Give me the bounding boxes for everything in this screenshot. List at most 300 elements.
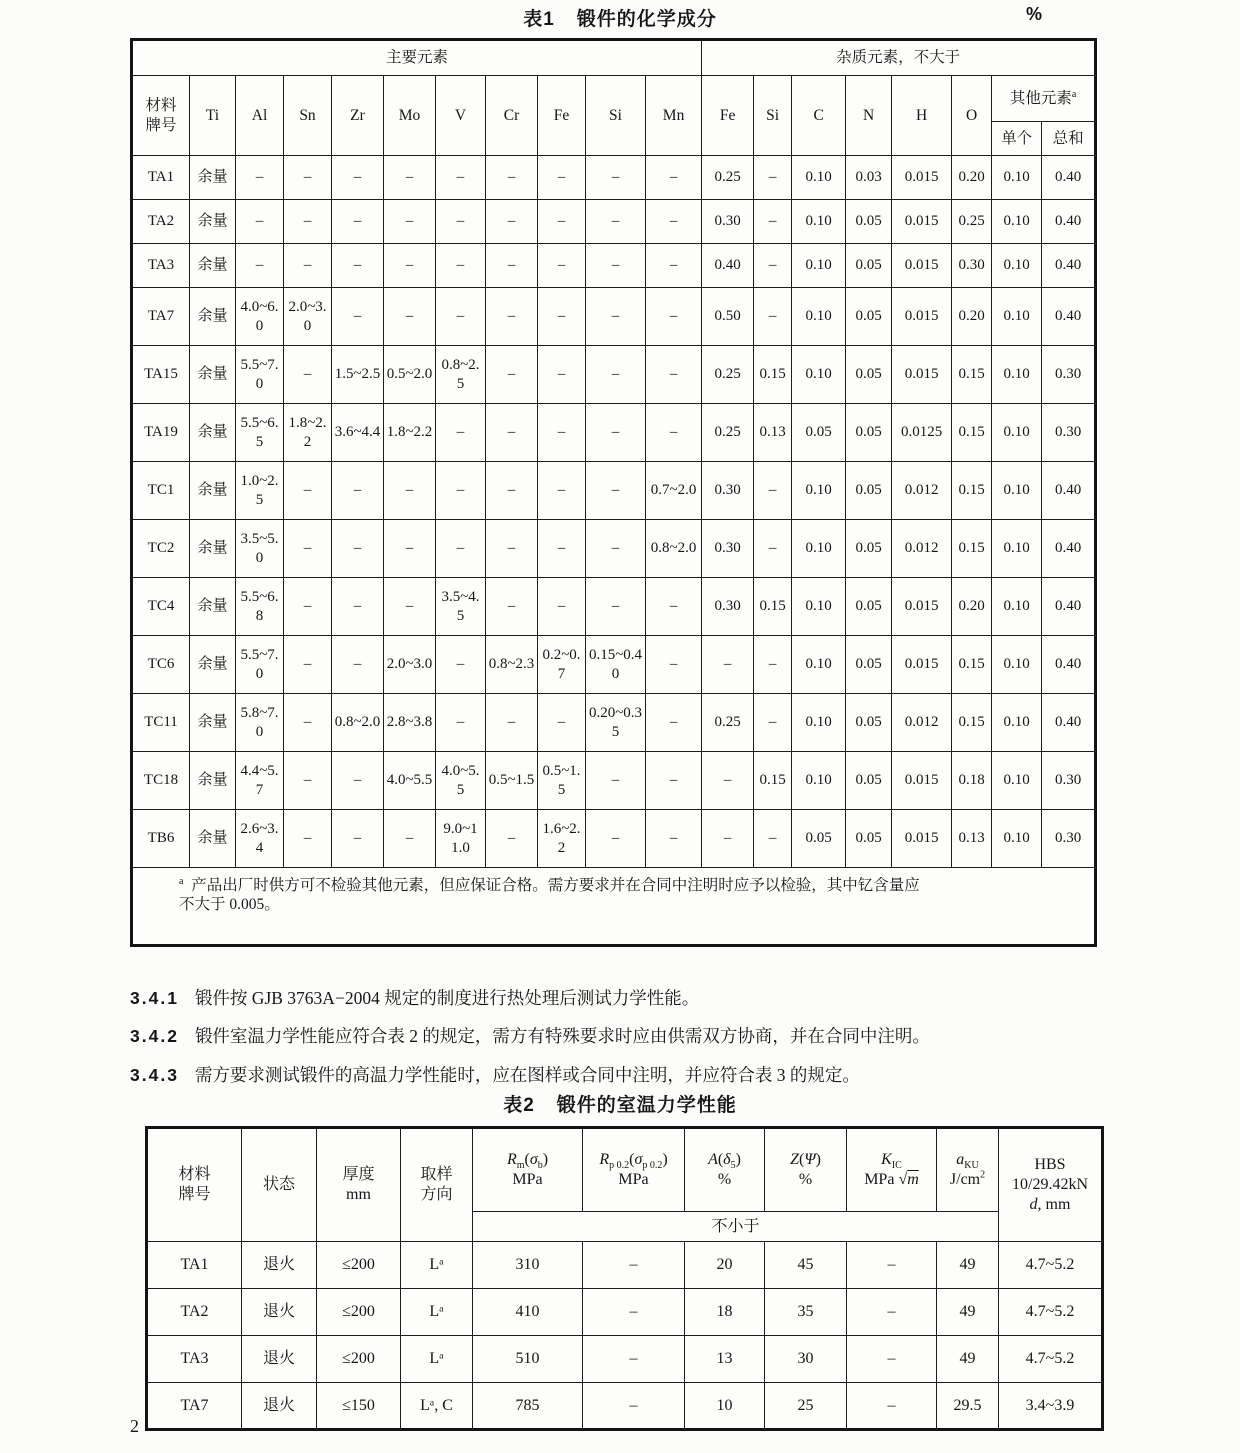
value-cell: 0.015: [892, 636, 952, 694]
value-cell: –: [847, 1242, 937, 1289]
value-cell: 0.25: [702, 156, 754, 200]
value-cell: 0.015: [892, 156, 952, 200]
value-cell: –: [284, 752, 332, 810]
element-column-header-mo: Mo: [384, 76, 436, 156]
value-cell: 退火: [242, 1383, 317, 1430]
value-cell: 0.015: [892, 752, 952, 810]
value-cell: 5.5~7.0: [236, 346, 284, 404]
value-cell: 3.4~3.9: [999, 1383, 1103, 1430]
material-grade-cell: TC4: [132, 578, 190, 636]
value-cell: –: [436, 288, 486, 346]
value-cell: 0.05: [846, 244, 892, 288]
value-cell: –: [284, 462, 332, 520]
value-cell: 0.5~1.5: [538, 752, 586, 810]
value-cell: –: [583, 1383, 685, 1430]
value-cell: 0.40: [702, 244, 754, 288]
material-grade-cell: TA3: [147, 1336, 242, 1383]
table2-room-temperature-properties: [145, 1126, 1104, 1431]
table-row: [132, 752, 1096, 810]
value-cell: 10: [685, 1383, 765, 1430]
value-cell: 2.8~3.8: [384, 694, 436, 752]
value-cell: 0.015: [892, 578, 952, 636]
value-cell: –: [384, 288, 436, 346]
footnote-text-line2: 不大于 0.005。: [179, 896, 280, 914]
value-cell: –: [586, 288, 646, 346]
value-cell: 25: [765, 1383, 847, 1430]
value-cell: 余量: [190, 578, 236, 636]
value-cell: 0.15: [952, 694, 992, 752]
value-cell: 0.10: [992, 200, 1042, 244]
table1-caption: [0, 4, 1240, 31]
value-cell: 0.10: [992, 244, 1042, 288]
value-cell: 0.10: [992, 636, 1042, 694]
value-cell: –: [754, 810, 792, 868]
material-grade-cell: TB6: [132, 810, 190, 868]
value-cell: –: [586, 520, 646, 578]
value-cell: 0.10: [992, 752, 1042, 810]
value-cell: 0.0125: [892, 404, 952, 462]
value-cell: –: [646, 288, 702, 346]
value-cell: –: [754, 636, 792, 694]
value-cell: 49: [937, 1242, 999, 1289]
value-cell: 0.05: [792, 810, 846, 868]
impurity-column-header-o: O: [952, 76, 992, 156]
table-row: [132, 810, 1096, 868]
value-cell: –: [646, 636, 702, 694]
value-cell: 13: [685, 1336, 765, 1383]
value-cell: 3.5~5.0: [236, 520, 284, 578]
value-cell: –: [583, 1242, 685, 1289]
value-cell: 余量: [190, 520, 236, 578]
impact-energy-column-header: $a_{KU}$ $J/cm^2$: [937, 1128, 999, 1212]
value-cell: 0.40: [1042, 520, 1096, 578]
impurity-column-header-n: N: [846, 76, 892, 156]
value-cell: –: [646, 752, 702, 810]
value-cell: 0.40: [1042, 200, 1096, 244]
value-cell: –: [847, 1289, 937, 1336]
value-cell: 0.30: [702, 462, 754, 520]
value-cell: 0.40: [1042, 156, 1096, 200]
value-cell: 20: [685, 1242, 765, 1289]
value-cell: –: [586, 200, 646, 244]
value-cell: 1.6~2.2: [538, 810, 586, 868]
value-cell: –: [586, 810, 646, 868]
value-cell: 余量: [190, 288, 236, 346]
footnote-marker: a: [179, 875, 184, 887]
value-cell: 0.40: [1042, 462, 1096, 520]
value-cell: 余量: [190, 694, 236, 752]
value-cell: 3.5~4.5: [436, 578, 486, 636]
value-cell: –: [646, 244, 702, 288]
value-cell: 余量: [190, 462, 236, 520]
value-cell: 0.05: [846, 636, 892, 694]
impurity-column-header-c: C: [792, 76, 846, 156]
impurity-column-header-si: Si: [754, 76, 792, 156]
value-cell: –: [754, 462, 792, 520]
value-cell: 余量: [190, 404, 236, 462]
material-grade-column-header: 材料 牌号: [132, 76, 190, 156]
value-cell: –: [284, 520, 332, 578]
value-cell: 0.10: [992, 462, 1042, 520]
value-cell: 0.40: [1042, 636, 1096, 694]
value-cell: 0.015: [892, 200, 952, 244]
table2-header-row: [147, 1128, 1103, 1212]
thickness-column-header: 厚度 mm: [317, 1128, 401, 1242]
value-cell: 0.05: [792, 404, 846, 462]
value-cell: –: [332, 244, 384, 288]
value-cell: –: [332, 288, 384, 346]
value-cell: –: [486, 810, 538, 868]
reduction-of-area-column-header: Z(Ψ) %: [765, 1128, 847, 1212]
value-cell: 余量: [190, 752, 236, 810]
value-cell: –: [384, 244, 436, 288]
material-grade-cell: TA19: [132, 404, 190, 462]
value-cell: 0.25: [702, 346, 754, 404]
value-cell: –: [284, 200, 332, 244]
value-cell: –: [646, 404, 702, 462]
table-row: [132, 404, 1096, 462]
value-cell: –: [847, 1383, 937, 1430]
material-grade-cell: TA1: [147, 1242, 242, 1289]
value-cell: –: [436, 462, 486, 520]
material-grade-cell: TC18: [132, 752, 190, 810]
value-cell: 0.012: [892, 462, 952, 520]
value-cell: –: [284, 156, 332, 200]
value-cell: 1.5~2.5: [332, 346, 384, 404]
value-cell: –: [586, 578, 646, 636]
value-cell: –: [583, 1336, 685, 1383]
value-cell: –: [646, 346, 702, 404]
element-column-header-ti: Ti: [190, 76, 236, 156]
clause-text: 需方要求测试锻件的高温力学性能时，应在图样或合同中注明，并应符合表 3 的规定。: [194, 1064, 860, 1085]
element-column-header-al: Al: [236, 76, 284, 156]
value-cell: –: [436, 520, 486, 578]
material-grade-cell: TC11: [132, 694, 190, 752]
value-cell: –: [486, 244, 538, 288]
value-cell: 0.5~2.0: [384, 346, 436, 404]
value-cell: –: [332, 810, 384, 868]
value-cell: 0.20: [952, 156, 992, 200]
element-column-header-si: Si: [586, 76, 646, 156]
value-cell: 4.7~5.2: [999, 1336, 1103, 1383]
value-cell: –: [583, 1289, 685, 1336]
value-cell: –: [236, 200, 284, 244]
value-cell: –: [384, 810, 436, 868]
value-cell: –: [538, 578, 586, 636]
value-cell: –: [702, 752, 754, 810]
value-cell: 0.30: [1042, 346, 1096, 404]
table-row: [132, 520, 1096, 578]
value-cell: 310: [473, 1242, 583, 1289]
value-cell: 0.05: [846, 694, 892, 752]
value-cell: –: [586, 156, 646, 200]
value-cell: –: [384, 156, 436, 200]
value-cell: ≤150: [317, 1383, 401, 1430]
value-cell: –: [486, 462, 538, 520]
value-cell: 0.20: [952, 288, 992, 346]
value-cell: 余量: [190, 156, 236, 200]
value-cell: 0.05: [846, 404, 892, 462]
value-cell: 0.7~2.0: [646, 462, 702, 520]
value-cell: 0.18: [952, 752, 992, 810]
value-cell: 0.10: [992, 694, 1042, 752]
impurity-column-header-fe: Fe: [702, 76, 754, 156]
value-cell: –: [538, 200, 586, 244]
impurity-column-header-h: H: [892, 76, 952, 156]
value-cell: –: [538, 694, 586, 752]
value-cell: 0.25: [952, 200, 992, 244]
value-cell: –: [332, 156, 384, 200]
value-cell: –: [284, 346, 332, 404]
value-cell: –: [586, 752, 646, 810]
value-cell: 0.012: [892, 694, 952, 752]
value-cell: –: [646, 694, 702, 752]
value-cell: 4.4~5.7: [236, 752, 284, 810]
value-cell: 0.8~2.0: [332, 694, 384, 752]
table2-caption-label: 表2: [503, 1095, 535, 1116]
element-column-header-zr: Zr: [332, 76, 384, 156]
material-grade-cell: TA2: [132, 200, 190, 244]
other-total-column-header: 总和: [1042, 122, 1096, 156]
value-cell: 0.10: [992, 810, 1042, 868]
value-cell: 18: [685, 1289, 765, 1336]
material-grade-cell: TA7: [132, 288, 190, 346]
fracture-toughness-column-header: $K_{IC}$ MPa √m: [847, 1128, 937, 1212]
value-cell: 0.10: [992, 156, 1042, 200]
value-cell: –: [332, 200, 384, 244]
table-row: [132, 244, 1096, 288]
value-cell: 0.10: [792, 156, 846, 200]
value-cell: –: [332, 752, 384, 810]
value-cell: 5.5~6.5: [236, 404, 284, 462]
element-column-header-v: V: [436, 76, 486, 156]
other-elements-column-header: [992, 76, 1096, 122]
table1-element-header-row: [132, 76, 1096, 122]
value-cell: 0.10: [792, 288, 846, 346]
value-cell: 0.10: [792, 578, 846, 636]
value-cell: 余量: [190, 346, 236, 404]
value-cell: 0.015: [892, 346, 952, 404]
value-cell: 0.15: [952, 636, 992, 694]
value-cell: 0.15: [952, 462, 992, 520]
value-cell: 4.7~5.2: [999, 1242, 1103, 1289]
value-cell: 0.15~0.40: [586, 636, 646, 694]
table-row: [132, 636, 1096, 694]
value-cell: 1.0~2.5: [236, 462, 284, 520]
not-less-than-subheader: 不小于: [473, 1212, 999, 1242]
table2-body: [147, 1242, 1103, 1430]
value-cell: –: [284, 244, 332, 288]
value-cell: 0.25: [702, 694, 754, 752]
value-cell: 0.15: [754, 578, 792, 636]
value-cell: –: [486, 200, 538, 244]
value-cell: 0.15: [754, 752, 792, 810]
value-cell: 0.20~0.35: [586, 694, 646, 752]
table1-body: [132, 156, 1096, 868]
value-cell: 0.30: [1042, 404, 1096, 462]
value-cell: –: [754, 694, 792, 752]
value-cell: –: [384, 200, 436, 244]
value-cell: –: [702, 810, 754, 868]
value-cell: 0.13: [754, 404, 792, 462]
body-paragraphs: [130, 986, 1135, 1101]
value-cell: 0.30: [702, 578, 754, 636]
material-grade-cell: TC1: [132, 462, 190, 520]
value-cell: 4.0~5.5: [436, 752, 486, 810]
table-row: [147, 1289, 1103, 1336]
value-cell: 5.5~7.0: [236, 636, 284, 694]
value-cell: Lᵃ, C: [401, 1383, 473, 1430]
value-cell: 510: [473, 1336, 583, 1383]
value-cell: –: [436, 156, 486, 200]
value-cell: Lᵃ: [401, 1289, 473, 1336]
value-cell: 0.30: [702, 200, 754, 244]
value-cell: 0.10: [792, 636, 846, 694]
value-cell: –: [332, 520, 384, 578]
value-cell: –: [486, 404, 538, 462]
value-cell: –: [236, 244, 284, 288]
value-cell: –: [486, 578, 538, 636]
tensile-strength-column-header: $R_m(\sigma_b)$ MPa: [473, 1128, 583, 1212]
value-cell: 1.8~2.2: [384, 404, 436, 462]
value-cell: –: [486, 156, 538, 200]
value-cell: 0.5~1.5: [486, 752, 538, 810]
value-cell: 5.8~7.0: [236, 694, 284, 752]
value-cell: 0.8~2.0: [646, 520, 702, 578]
value-cell: 0.10: [792, 346, 846, 404]
value-cell: 0.30: [952, 244, 992, 288]
value-cell: –: [538, 244, 586, 288]
value-cell: –: [646, 200, 702, 244]
value-cell: 0.30: [702, 520, 754, 578]
table1-chemical-composition: [130, 38, 1097, 947]
element-column-header-sn: Sn: [284, 76, 332, 156]
value-cell: 0.10: [792, 694, 846, 752]
paragraph-3-4-2: [130, 1024, 1135, 1049]
value-cell: –: [284, 578, 332, 636]
value-cell: –: [436, 404, 486, 462]
other-elements-label: 其他元素: [1009, 89, 1072, 107]
value-cell: –: [486, 288, 538, 346]
other-elements-footnote-marker: a: [1071, 88, 1077, 100]
value-cell: 0.015: [892, 810, 952, 868]
value-cell: –: [754, 288, 792, 346]
value-cell: –: [332, 462, 384, 520]
table-row: [132, 156, 1096, 200]
clause-text: 锻件按 GJB 3763A−2004 规定的制度进行热处理后测试力学性能。: [194, 988, 700, 1008]
clause-number: 3.4.2: [130, 1026, 179, 1047]
yield-strength-column-header: $R_{p 0.2}(\sigma_{p 0.2})$ MPa: [583, 1128, 685, 1212]
value-cell: –: [538, 156, 586, 200]
table-row: [132, 694, 1096, 752]
element-column-header-cr: Cr: [486, 76, 538, 156]
table-row: [132, 288, 1096, 346]
value-cell: 5.5~6.8: [236, 578, 284, 636]
value-cell: 余量: [190, 636, 236, 694]
value-cell: ≤200: [317, 1242, 401, 1289]
state-column-header: 状态: [242, 1128, 317, 1242]
value-cell: 2.0~3.0: [384, 636, 436, 694]
value-cell: ≤200: [317, 1336, 401, 1383]
table-row: [147, 1336, 1103, 1383]
value-cell: 0.015: [892, 244, 952, 288]
material-grade-cell: TA7: [147, 1383, 242, 1430]
value-cell: 0.05: [846, 520, 892, 578]
value-cell: –: [332, 636, 384, 694]
value-cell: 0.05: [846, 810, 892, 868]
value-cell: 0.15: [952, 520, 992, 578]
value-cell: –: [384, 520, 436, 578]
elongation-column-header: $A(\delta_5)$ %: [685, 1128, 765, 1212]
value-cell: 0.10: [792, 520, 846, 578]
value-cell: 0.40: [1042, 288, 1096, 346]
value-cell: 0.05: [846, 288, 892, 346]
footnote-text-line1: 产品出厂时供方可不检验其他元素，但应保证合格。需方要求并在合同中注明时应予以检验，其中钇含量应: [191, 877, 920, 894]
value-cell: –: [384, 578, 436, 636]
value-cell: 29.5: [937, 1383, 999, 1430]
value-cell: –: [538, 404, 586, 462]
other-single-column-header: 单个: [992, 122, 1042, 156]
value-cell: –: [538, 462, 586, 520]
value-cell: –: [486, 520, 538, 578]
value-cell: 0.10: [992, 578, 1042, 636]
value-cell: –: [586, 346, 646, 404]
value-cell: 退火: [242, 1289, 317, 1336]
value-cell: –: [847, 1336, 937, 1383]
value-cell: –: [436, 200, 486, 244]
value-cell: 0.05: [846, 346, 892, 404]
table-row: [132, 578, 1096, 636]
table1-footnote-cell: [132, 868, 1096, 946]
value-cell: –: [384, 462, 436, 520]
element-column-header-fe: Fe: [538, 76, 586, 156]
value-cell: 9.0~11.0: [436, 810, 486, 868]
value-cell: 退火: [242, 1242, 317, 1289]
material-grade-column-header: 材料 牌号: [147, 1128, 242, 1242]
value-cell: 35: [765, 1289, 847, 1336]
value-cell: –: [284, 694, 332, 752]
value-cell: 0.30: [1042, 810, 1096, 868]
value-cell: 0.15: [754, 346, 792, 404]
table-row: [147, 1242, 1103, 1289]
table2-caption-title: 锻件的室温力学性能: [556, 1095, 737, 1116]
value-cell: 0.10: [992, 346, 1042, 404]
value-cell: 0.8~2.5: [436, 346, 486, 404]
value-cell: 0.05: [846, 462, 892, 520]
value-cell: –: [538, 520, 586, 578]
value-cell: –: [646, 156, 702, 200]
value-cell: –: [754, 244, 792, 288]
value-cell: 0.15: [952, 346, 992, 404]
paragraph-3-4-3: [130, 1063, 1135, 1088]
value-cell: –: [436, 244, 486, 288]
value-cell: –: [754, 520, 792, 578]
table-row: [132, 346, 1096, 404]
value-cell: 2.6~3.4: [236, 810, 284, 868]
value-cell: 余量: [190, 200, 236, 244]
table1-group-header-row: [132, 40, 1096, 76]
value-cell: –: [236, 156, 284, 200]
value-cell: 退火: [242, 1336, 317, 1383]
value-cell: 0.03: [846, 156, 892, 200]
value-cell: –: [586, 244, 646, 288]
paragraph-3-4-1: [130, 986, 1135, 1011]
value-cell: 45: [765, 1242, 847, 1289]
value-cell: 0.25: [702, 404, 754, 462]
material-grade-cell: TC2: [132, 520, 190, 578]
table-row: [132, 462, 1096, 520]
table1-caption-label: 表1: [523, 9, 555, 30]
